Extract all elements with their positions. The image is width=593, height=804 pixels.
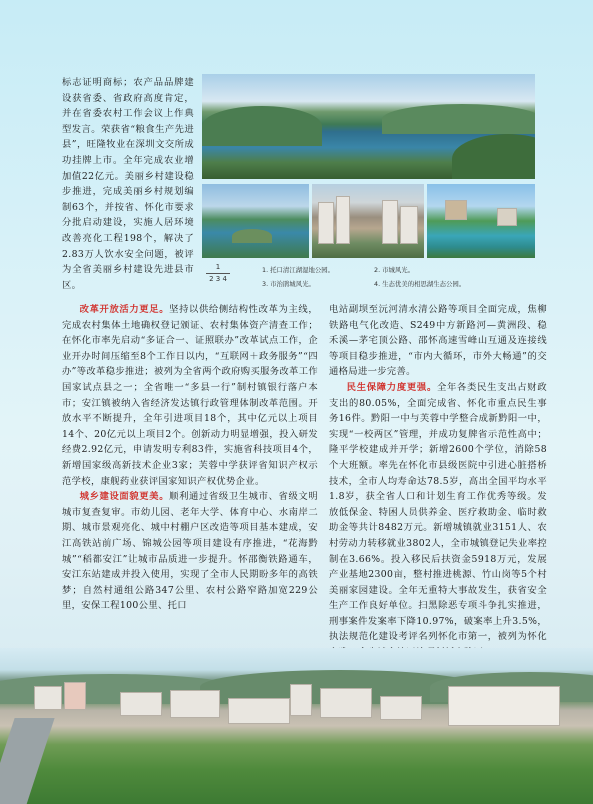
top-text-column bbox=[62, 75, 194, 293]
photo-grid-indicator bbox=[204, 263, 232, 284]
paragraph bbox=[329, 380, 547, 661]
paragraph: 标志证明商标；农产品品牌建设获省委、省政府高度肯定，并在省委农村工作会议上作典型发言。荣获省“粮食生产先进县”，旺隆牧业在深圳文交所成功挂牌上市。全年完成农业增加值22亿元。美丽乡村建设稳步推进，完成美丽乡村规划编制63个，并按省、怀化市要求分批启动建设，实施人居环境改善亮化工程198个，解决了2.83万人饮水安全问题，被评为全省美丽乡村建设先进县市区。 bbox=[62, 77, 194, 291]
section-heading: 城乡建设面貌更美。 bbox=[79, 491, 170, 503]
grid-bottom: 2 3 4 bbox=[209, 275, 227, 283]
left-text-column bbox=[62, 302, 318, 614]
section-heading: 改革开放活力更足。 bbox=[79, 304, 170, 315]
caption-1: 1. 托口清江湖湿地公园。 bbox=[262, 266, 335, 274]
caption-3: 3. 市治鹃城风光。 bbox=[262, 280, 315, 288]
grid-rule bbox=[206, 273, 230, 274]
caption-4: 4. 生态优美的相思湖生态公园。 bbox=[374, 280, 466, 288]
city-scenery-photo bbox=[202, 184, 309, 258]
city-street-photo bbox=[312, 184, 424, 258]
paragraph-body: 坚持以供给侧结构性改革为主线，完成农村集体土地确权登记颁证、农村集体资产清查工作；在怀化市率先启动“多证合一、证照联办”改革试点工作，企业开办时间压缩至8个工作日以内，“互联网＋政务服务”“四办”等改革稳步推进；被列为全省两个政府购买服务改革工作国家试点县之一；全省唯一“多县一行”制村镇银行落户本市；安江镇被纳入省经济发达镇行政管理体制改革范围。开放水平不断提升，全年引进项目18个，其中亿元以上项目14个、20亿元以上项目2个。创新动力明显增强，投入研发经费2.92亿元，申请发明专利83件，实施省科技项目4个，新增国家级高新技术企业3家；芙蓉中学获评省知识产权示范学校，康舰药业获评国家知识产权优势企业。 bbox=[62, 304, 318, 487]
road bbox=[0, 718, 55, 804]
paragraph-body: 全年各类民生支出占财政支出的80.05%，全面完成省、怀化市重点民生事务16件。黔阳一中与芙蓉中学整合成新黔阳一中，实现“一校两区”管理，并成功复牌省示范性高中；隆平学校建成并开学；新增2600个学位，消除58个大班额。率先在怀化市县级医院中引进心脏搭桥技术，全市人均寿命达78.5岁，高出全国平均水平1.8岁，获全省人口和计划生育工作优秀等级。发放低保金、特困人员供养金、医疗救助金、临时救助金等共计8482万元。新增城镇就业3151人、农村劳动力转移就业3802人，全市城镇登记失业率控制在3.66%。投入移民后扶资金5918万元，发展产业基地2300亩，整村推进桃源、竹山岗等5个村美丽家园建设。全年无重特大事故发生，获省安全生产工作良好单位。扫黑除恶专项斗争扎实推进，刑事案件发案率下降10.97%，破案率上升3.5%，执法规范化建设考评名列怀化市第一，被列为怀化 bbox=[329, 381, 547, 643]
ecological-park-photo bbox=[427, 184, 535, 258]
paragraph bbox=[62, 302, 318, 489]
right-text-column bbox=[329, 302, 547, 661]
lake-wetland-photo bbox=[202, 74, 535, 179]
caption-2: 2. 市城风光。 bbox=[374, 266, 415, 274]
city-panorama-photo bbox=[0, 648, 593, 804]
paragraph bbox=[62, 489, 318, 614]
grid-top: 1 bbox=[215, 263, 221, 271]
paragraph-body: 顺利通过省级卫生城市、省级文明城市复查复审。市幼儿园、老年大学、体育中心、水南岸二期、城市景观亮化、城中村棚户区改造等项目基本建成，安江高铁站前广场、锦城公园等项目建设有序推进，“花海黔城”“稻都安江”让城市品质进一步提升。怀邵衡铁路通车，安江东站建成并投入使用，实现了全市人民期盼多年的高铁梦；自然村通组公路347公里、农村公路窄路加宽229公里，安保工程100公里、托口 bbox=[62, 491, 318, 612]
section-heading: 民生保障力度更强。 bbox=[346, 381, 437, 393]
paragraph: 电站副坝至沅河清水清公路等项目全面完成，焦柳铁路电气化改造、S249中方新路河—黄洲段、稳禾溪—茅宅顶公路、邵怀高速雪峰山互通及连接线等项目稳步推进，“市内大循环，市外大畅通”的交通格局进一步完善。 bbox=[329, 304, 547, 378]
